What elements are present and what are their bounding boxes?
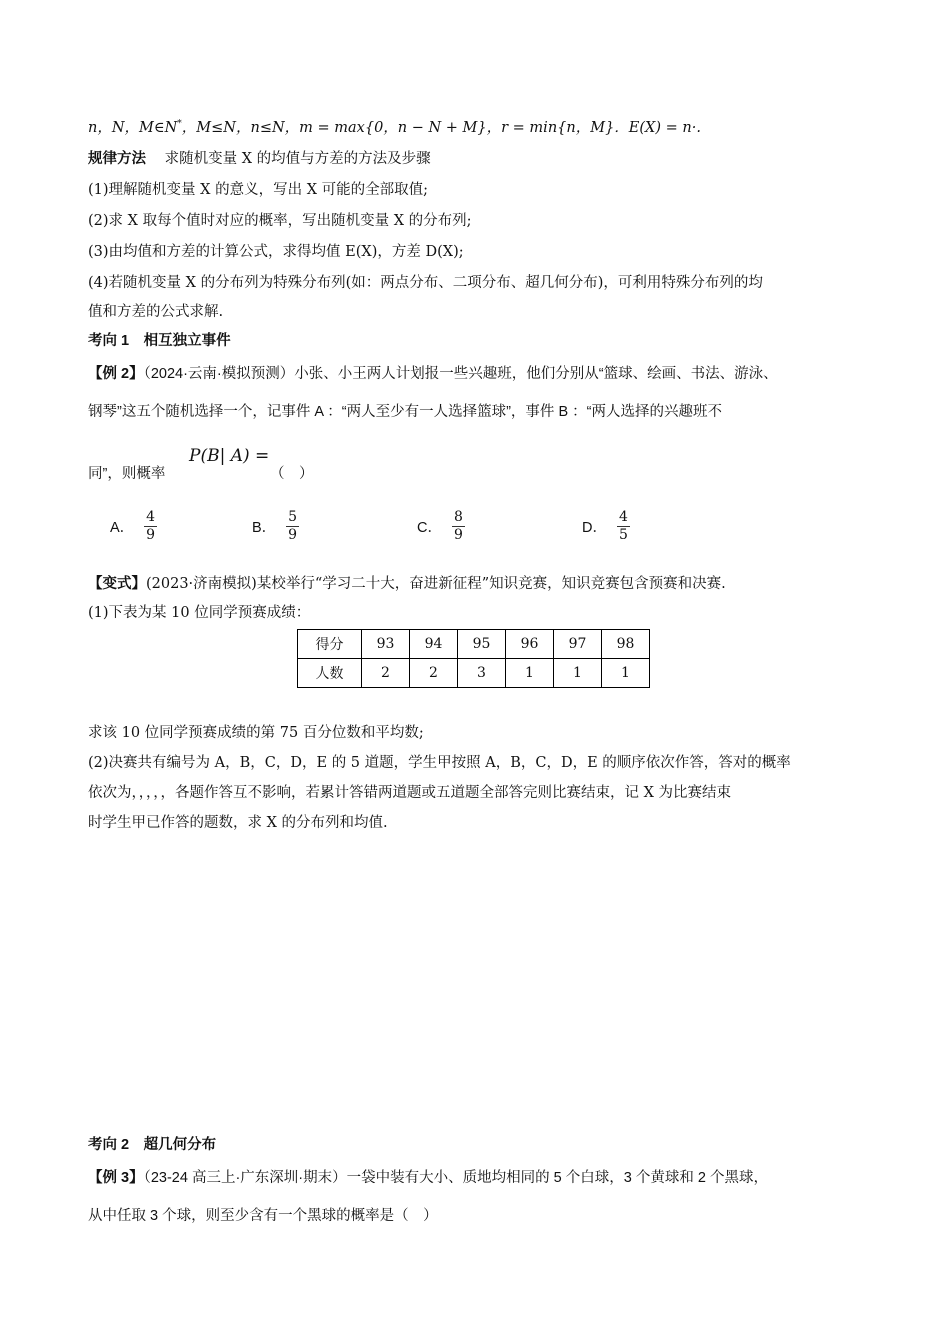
table-cell: 人数 (298, 659, 362, 688)
variant-line4: (2)决赛共有编号为 A，B，C，D，E 的 5 道题，学生甲按照 A，B，C，D，E 的顺序依次作答，答对的概率 (88, 755, 791, 771)
table-cell: 1 (506, 659, 554, 688)
method-heading (88, 147, 431, 168)
variant-line5: 依次为，，，，，各题作答互不影响，若累计答错两道题或五道题全部答完则比赛结束，记 X 为比赛结束 (88, 785, 732, 801)
variant-line2: (1)下表为某 10 位同学预赛成绩： (88, 605, 311, 621)
example2-answer-paren: （ ） (270, 466, 314, 482)
choice-c-label: C． (417, 520, 442, 537)
example3-line2: 从中任取 3 个球，则至少含有一个黑球的概率是（ ） (88, 1208, 438, 1224)
table-row-counts (298, 659, 650, 688)
choice-d-denominator: 5 (618, 527, 628, 544)
formula-rest: ，M≤N，n≤N，m = max{0，n − N + M}，r = min{n，M}．E(X) = n·. (181, 120, 701, 136)
method-title: 规律方法 (88, 151, 146, 167)
formula-vars: n，N，M∈N (88, 120, 178, 136)
choice-a-fraction (144, 510, 157, 544)
choice-b-numerator: 5 (286, 510, 299, 527)
table-cell: 3 (458, 659, 506, 688)
example3-tag: 【例 3】 (88, 1170, 144, 1186)
table-cell: 得分 (298, 630, 362, 659)
formula-line (88, 116, 701, 137)
example2-tag: 【例 2】 (88, 366, 144, 382)
example2-line3 (88, 462, 165, 483)
choice-d-fraction (617, 510, 630, 544)
table-cell: 2 (362, 659, 410, 688)
table-cell: 1 (554, 659, 602, 688)
table-cell: 95 (458, 630, 506, 659)
formula-star: * (177, 119, 182, 130)
method-step-1: (1)理解随机变量 X 的意义，写出 X 可能的全部取值; (88, 182, 429, 198)
section-title-1: 考向 1 相互独立事件 (88, 333, 231, 349)
choice-c-fraction (452, 510, 465, 544)
example3-line1 (88, 1166, 768, 1187)
method-step-2: (2)求 X 取每个值时对应的概率，写出随机变量 X 的分布列; (88, 213, 472, 229)
choice-a-denominator: 9 (146, 527, 156, 544)
choice-d-label: D． (582, 520, 607, 537)
choice-b-label: B． (252, 520, 277, 537)
table-row-header (298, 630, 650, 659)
example2-line1 (88, 362, 778, 383)
table-cell: 94 (410, 630, 458, 659)
choice-c[interactable] (417, 510, 465, 544)
choice-d[interactable] (582, 510, 630, 544)
table-cell: 2 (410, 659, 458, 688)
choice-a-label: A． (110, 520, 135, 537)
choice-b-fraction (286, 510, 299, 544)
example2-text1: （2024·云南·模拟预测）小张、小王两人计划报一些兴趣班，他们分别从“篮球、绘画、书法、游泳、 (143, 366, 778, 382)
conditional-probability-formula: P(B| A) = (189, 446, 270, 466)
example2-line3-prefix: 同”，则概率 (88, 466, 166, 482)
variant-text1: (2023·济南模拟)某校举行“学习二十大，奋进新征程”知识竞赛，知识竞赛包含预赛和决赛. (146, 576, 726, 592)
table-cell: 97 (554, 630, 602, 659)
table-cell: 1 (602, 659, 650, 688)
choice-b-denominator: 9 (288, 527, 298, 544)
section-title-2: 考向 2 超几何分布 (88, 1137, 217, 1153)
table-cell: 93 (362, 630, 410, 659)
variant-tag: 【变式】 (88, 575, 146, 592)
example3-text1: （23-24 高三上·广东深圳·期末）一袋中装有大小、质地均相同的 5 个白球，3 个黄球和 2 个黑球， (143, 1170, 768, 1186)
example2-line2: 钢琴”这五个随机选择一个，记事件 A ：“两人至少有一人选择篮球”，事件 B ：“两人选择的兴趣班不 (88, 404, 722, 420)
choice-b[interactable] (252, 510, 299, 544)
choice-c-denominator: 9 (453, 527, 463, 544)
variant-line3: 求该 10 位同学预赛成绩的第 75 百分位数和平均数; (88, 725, 424, 741)
table-cell: 98 (602, 630, 650, 659)
choice-a-numerator: 4 (144, 510, 157, 527)
choice-d-numerator: 4 (617, 510, 630, 527)
table-cell: 96 (506, 630, 554, 659)
choice-c-numerator: 8 (452, 510, 465, 527)
method-step-3: (3)由均值和方差的计算公式，求得均值 E(X)，方差 D(X); (88, 244, 464, 260)
method-intro: 求随机变量 X 的均值与方差的方法及步骤 (164, 151, 431, 167)
variant-line1 (88, 572, 726, 593)
scores-table (297, 629, 650, 688)
choice-a[interactable] (110, 510, 157, 544)
variant-line6: 时学生甲已作答的题数，求 X 的分布列和均值. (88, 815, 388, 831)
method-step-4-cont: 值和方差的公式求解. (88, 304, 224, 320)
method-step-4: (4)若随机变量 X 的分布列为特殊分布列(如：两点分布、二项分布、超几何分布)，可利用特殊分布列的均 (88, 275, 763, 291)
